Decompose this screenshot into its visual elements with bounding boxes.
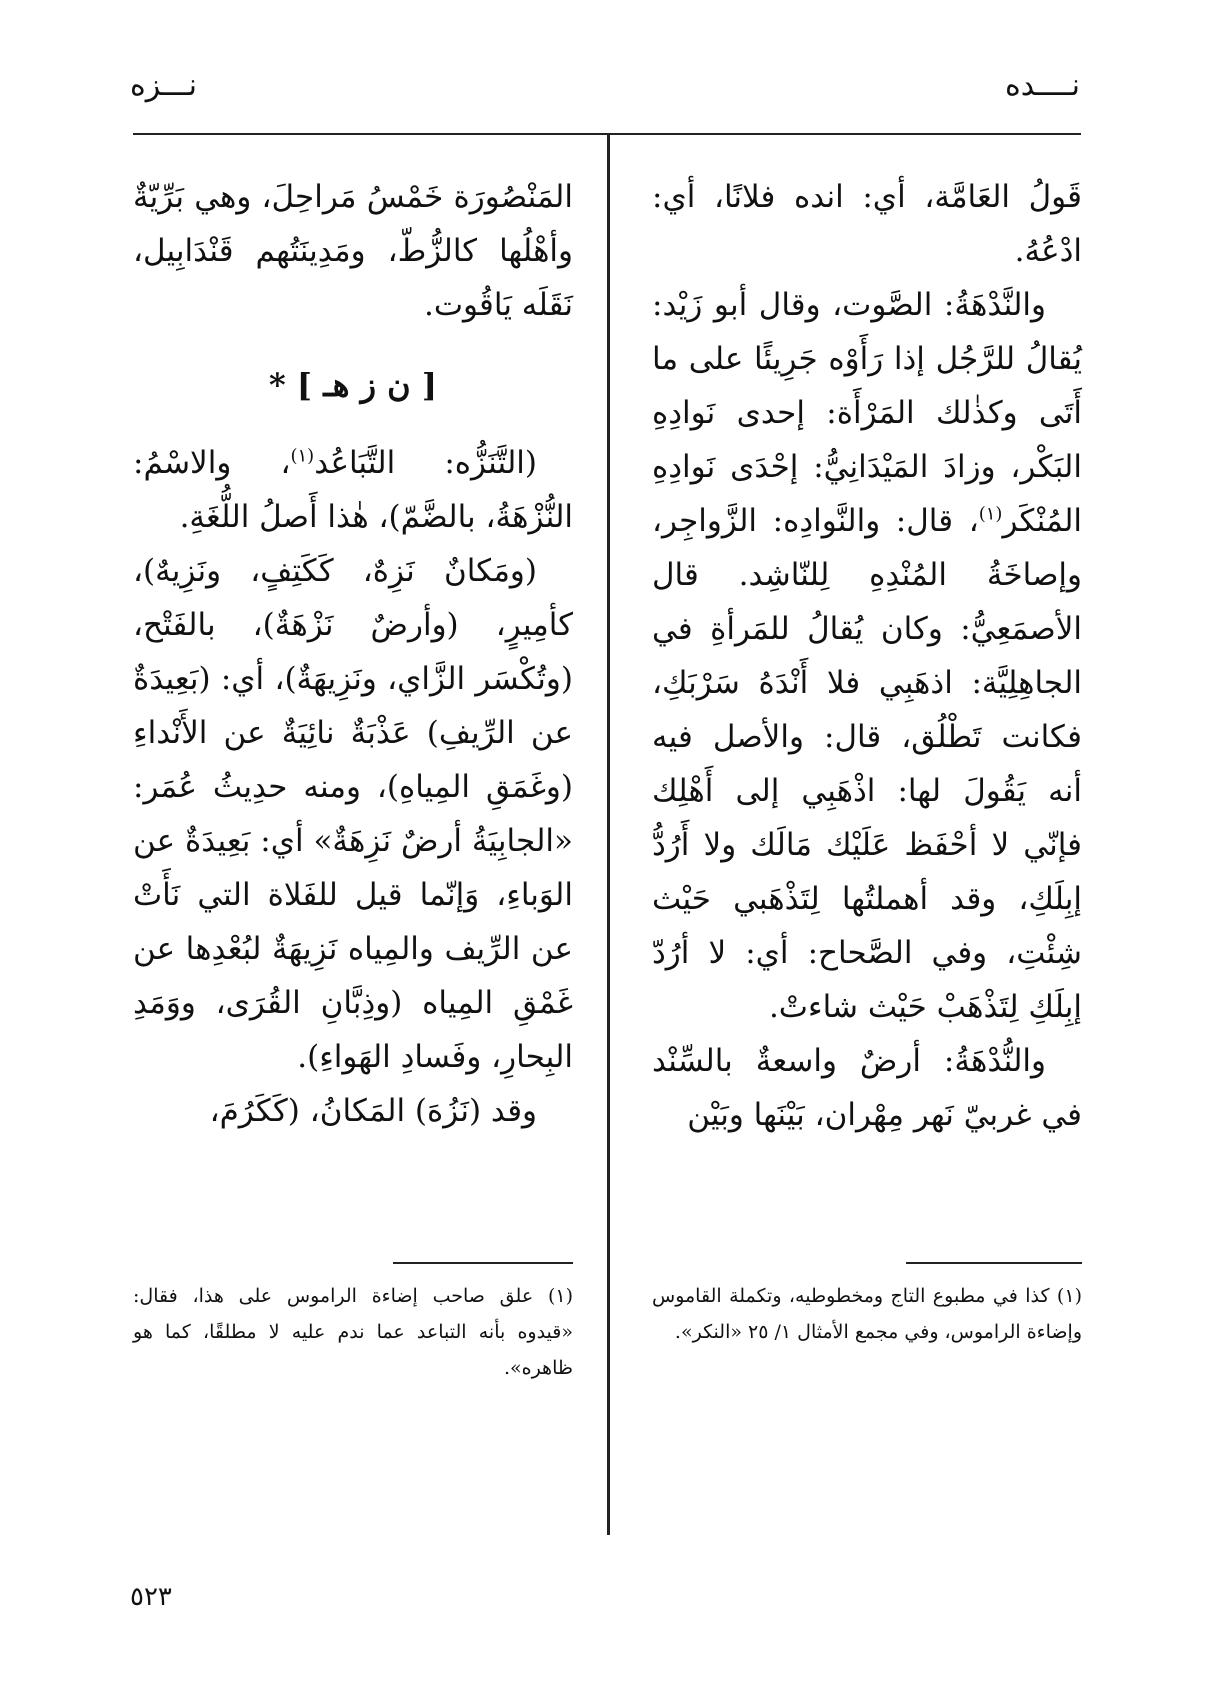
footnote-rule-left: [393, 1262, 573, 1264]
right-paragraph-1: قَولُ العَامَّة، أي: انده فلانًا، أي: ادْعُهُ.: [652, 179, 1082, 269]
left-paragraph-2: (ومَكانٌ نَزِهٌ، كَكَتِفٍ، ونَزِيهٌ)، كأمِيرٍ، (وأرضٌ نَزْهَةٌ)، بالفَتْح، (وتُكْسَر الزَّاي، ونَزِيهَةٌ)، أي: (بَعِيدَةٌ عن الرِّيفِ) عَذْبَةٌ نائِيَةٌ عن الأَنْداءِ (وغَمَقِ المِياهِ)، ومنه حدِيثُ عُمَر: «الجابِيَةُ أرضٌ نَزِهَةٌ» أي: بَعِيدَةٌ عن الوَباءِ، وَإنّما قيل للفَلاة التي نَأَتْ عن الرِّيف والمِياه نَزِيهَةٌ لبُعْدِها عن غَمْقِ المِياه (وذِبَّانِ القُرَى، ووَمَدِ البِحارِ، وفَسادِ الهَواءِ).: [133, 553, 573, 1075]
footnote-ref: (١): [290, 445, 315, 467]
left-paragraph-intro: المَنْصُورَة خَمْسُ مَراحِلَ، وهي بَرِّيّةٌ وأهْلُها كالزُّطّ، ومَدِينَتُهم قَنْدَابِيل، نَقَلَه يَاقُوت.: [133, 179, 573, 323]
left-paragraph-1: [133, 436, 573, 544]
left-paragraph-1-text: (التَّنَزُّه: التَّبَاعُد: [314, 445, 537, 481]
right-column: [652, 170, 1082, 1142]
column-divider: [607, 135, 610, 1535]
left-paragraph-3: وقد (نَزُهَ) المَكانُ، (كَكَرُمَ،: [209, 1093, 537, 1129]
right-paragraph-3: والنُّدْهَةُ: أرضٌ واسعةٌ بالسِّنْد في غربيّ نَهر مِهْران، بَيْنَها وبَيْن: [652, 1043, 1082, 1133]
entry-heading: [ ن ز هـ ] *: [269, 366, 437, 404]
left-column: [133, 170, 573, 1138]
footnote-right: [652, 1278, 1082, 1350]
left-paragraph-1-cont: ، والاسْمُ: النُّزْهَةُ، بالضَّمّ)، هٰذا أَصلُ اللُّغَةِ.: [133, 445, 573, 535]
page-number: ٥٢٣: [130, 1582, 172, 1612]
footnote-left-text: (١) علق صاحب إضاءة الراموس على هذا، فقال: «قيدوه بأنه التباعد عما ندم عليه لا مطلقًا، كما هو ظاهره».: [133, 1285, 573, 1379]
right-paragraph-2: [652, 278, 1082, 1034]
footnote-left: [133, 1278, 573, 1386]
footnote-rule-right: [906, 1262, 1082, 1264]
footnote-ref: (١): [978, 503, 1003, 525]
header-root-left: نـــزه: [130, 68, 197, 103]
right-paragraph-2-text: والنَّدْهَةُ: الصَّوت، وقال أبو زَيْد: يُقالُ للرَّجُل إذا رَأَوْه جَرِيئًا على ما أَتَى وكذٰلك المَرْأَة: إحدى نَوادِهِ البَكْر، وزادَ المَيْدَانِيُّ: إحْدَى نَوادِهِ المُنْكَر: [652, 287, 1082, 539]
header-root-right: نــــده: [1005, 68, 1080, 103]
right-paragraph-2-cont: ، قال: والنَّوادِه: الزَّواجِر، وإصاخَةُ المُنْدِهِ لِلنّاشِد. قال الأصمَعِيُّ: وكان يُقالُ للمَرأةِ في الجاهِلِيَّة: اذهَبِي فلا أَنْدَهُ سَرْبَكِ، فكانت تَطْلُق، قال: والأصل فيه أنه يَقُولَ لها: اذْهَبِي إلى أَهْلِك فإنّي لا أحْفَظ عَلَيْك مَالَك ولا أَرُدُّ إبِلَكِ، وقد أهملتُها لِتَذْهَبي حَيْث شِئْتِ، وفي الصَّحاح: أي: لا أرُدّ إبِلَكِ لِتَذْهَبْ حَيْث شاءتْ.: [652, 503, 1082, 1025]
footnote-right-text: (١) كذا في مطبوع التاج ومخطوطيه، وتكملة القاموس وإضاءة الراموس، وفي مجمع الأمثال ١/ ٢٥ «النكر».: [652, 1285, 1082, 1343]
